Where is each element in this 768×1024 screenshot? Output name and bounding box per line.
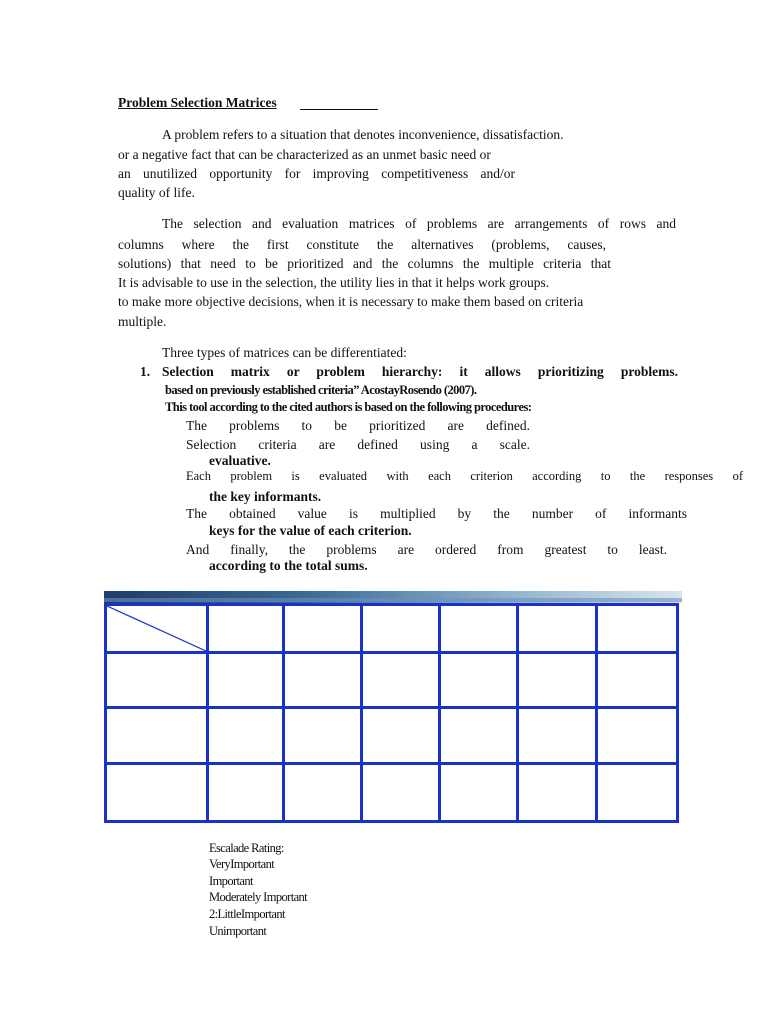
- step-2: Selection criteria are defined using a scale.: [186, 437, 530, 452]
- matrix-cell: [362, 605, 440, 653]
- types-intro: Three types of matrices can be differentiated:: [162, 345, 407, 360]
- intro-line-4: quality of life.: [118, 185, 195, 200]
- matrix-header-bar-shadow: [104, 598, 682, 602]
- definition-line-5: to make more objective decisions, when it is necessary to make them based on criteria: [118, 294, 584, 309]
- scale-item: VeryImportant: [209, 857, 275, 871]
- scale-item: Unimportant: [209, 924, 267, 938]
- item-heading: Selection matrix or problem hierarchy: it allows prioritizing problems.: [162, 364, 678, 379]
- matrix-cell: [597, 605, 678, 653]
- definition-line-2: columns where the first constitute the alternatives (problems, causes,: [118, 237, 606, 252]
- matrix-cell: [597, 764, 678, 822]
- matrix-cell: [597, 708, 678, 764]
- matrix-cell: [284, 708, 362, 764]
- definition-line-1: The selection and evaluation matrices of problems are arrangements of rows and: [162, 216, 676, 231]
- matrix-cell: [518, 764, 597, 822]
- matrix-cell: [597, 653, 678, 708]
- matrix-cell: [106, 708, 208, 764]
- item-procedures-intro: This tool according to the cited authors is based on the following procedures:: [165, 400, 532, 414]
- matrix-cell: [208, 764, 284, 822]
- matrix-cell: [440, 653, 518, 708]
- item-number: 1.: [140, 364, 151, 379]
- matrix-cell: [518, 653, 597, 708]
- matrix-cell: [440, 708, 518, 764]
- scale-item: Moderately Important: [209, 890, 308, 904]
- diagonal-line: [107, 606, 206, 651]
- matrix-cell: [208, 708, 284, 764]
- step-4-cont: keys for the value of each criterion.: [209, 523, 412, 538]
- scale-item: 2:LittleImportant: [209, 907, 285, 921]
- matrix-cell: [208, 605, 284, 653]
- matrix-cell: [284, 653, 362, 708]
- definition-line-3: solutions) that need to be prioritized and the columns the multiple criteria that: [118, 256, 611, 271]
- matrix-cell: [440, 764, 518, 822]
- matrix-cell: [518, 605, 597, 653]
- matrix-cell: [518, 708, 597, 764]
- item-citation: based on previously established criteria” AcostayRosendo (2007).: [165, 383, 477, 397]
- step-4: The obtained value is multiplied by the number of informants: [186, 506, 687, 521]
- step-1: The problems to be prioritized are defined.: [186, 418, 530, 433]
- matrix-cell: [362, 708, 440, 764]
- matrix-cell: [284, 605, 362, 653]
- matrix-cell: [284, 764, 362, 822]
- scale-item: Important: [209, 874, 253, 888]
- selection-matrix: [104, 603, 679, 823]
- step-5: And finally, the problems are ordered from greatest to least.: [186, 542, 667, 557]
- intro-line-1: A problem refers to a situation that denotes inconvenience, dissatisfaction.: [162, 127, 564, 142]
- step-2-cont: evaluative.: [209, 453, 271, 468]
- matrix-cell: [362, 653, 440, 708]
- matrix-cell: [440, 605, 518, 653]
- intro-line-2: or a negative fact that can be characterized as an unmet basic need or: [118, 147, 491, 162]
- definition-line-4: It is advisable to use in the selection, the utility lies in that it helps work groups.: [118, 275, 550, 290]
- page-title: Problem Selection Matrices: [118, 95, 277, 110]
- definition-line-6: multiple.: [118, 314, 167, 329]
- matrix-cell: [106, 764, 208, 822]
- matrix-cell: [208, 653, 284, 708]
- matrix-corner-cell: [106, 605, 208, 653]
- step-3: Each problem is evaluated with each criterion according to the responses of: [186, 469, 743, 483]
- title-underline: [300, 109, 378, 110]
- matrix-cell: [362, 764, 440, 822]
- scale-title: Escalade Rating:: [209, 841, 284, 855]
- step-3-cont: the key informants.: [209, 489, 322, 504]
- intro-line-3: an unutilized opportunity for improving competitiveness and/or: [118, 166, 515, 181]
- matrix-cell: [106, 653, 208, 708]
- step-5-cont: according to the total sums.: [209, 558, 368, 573]
